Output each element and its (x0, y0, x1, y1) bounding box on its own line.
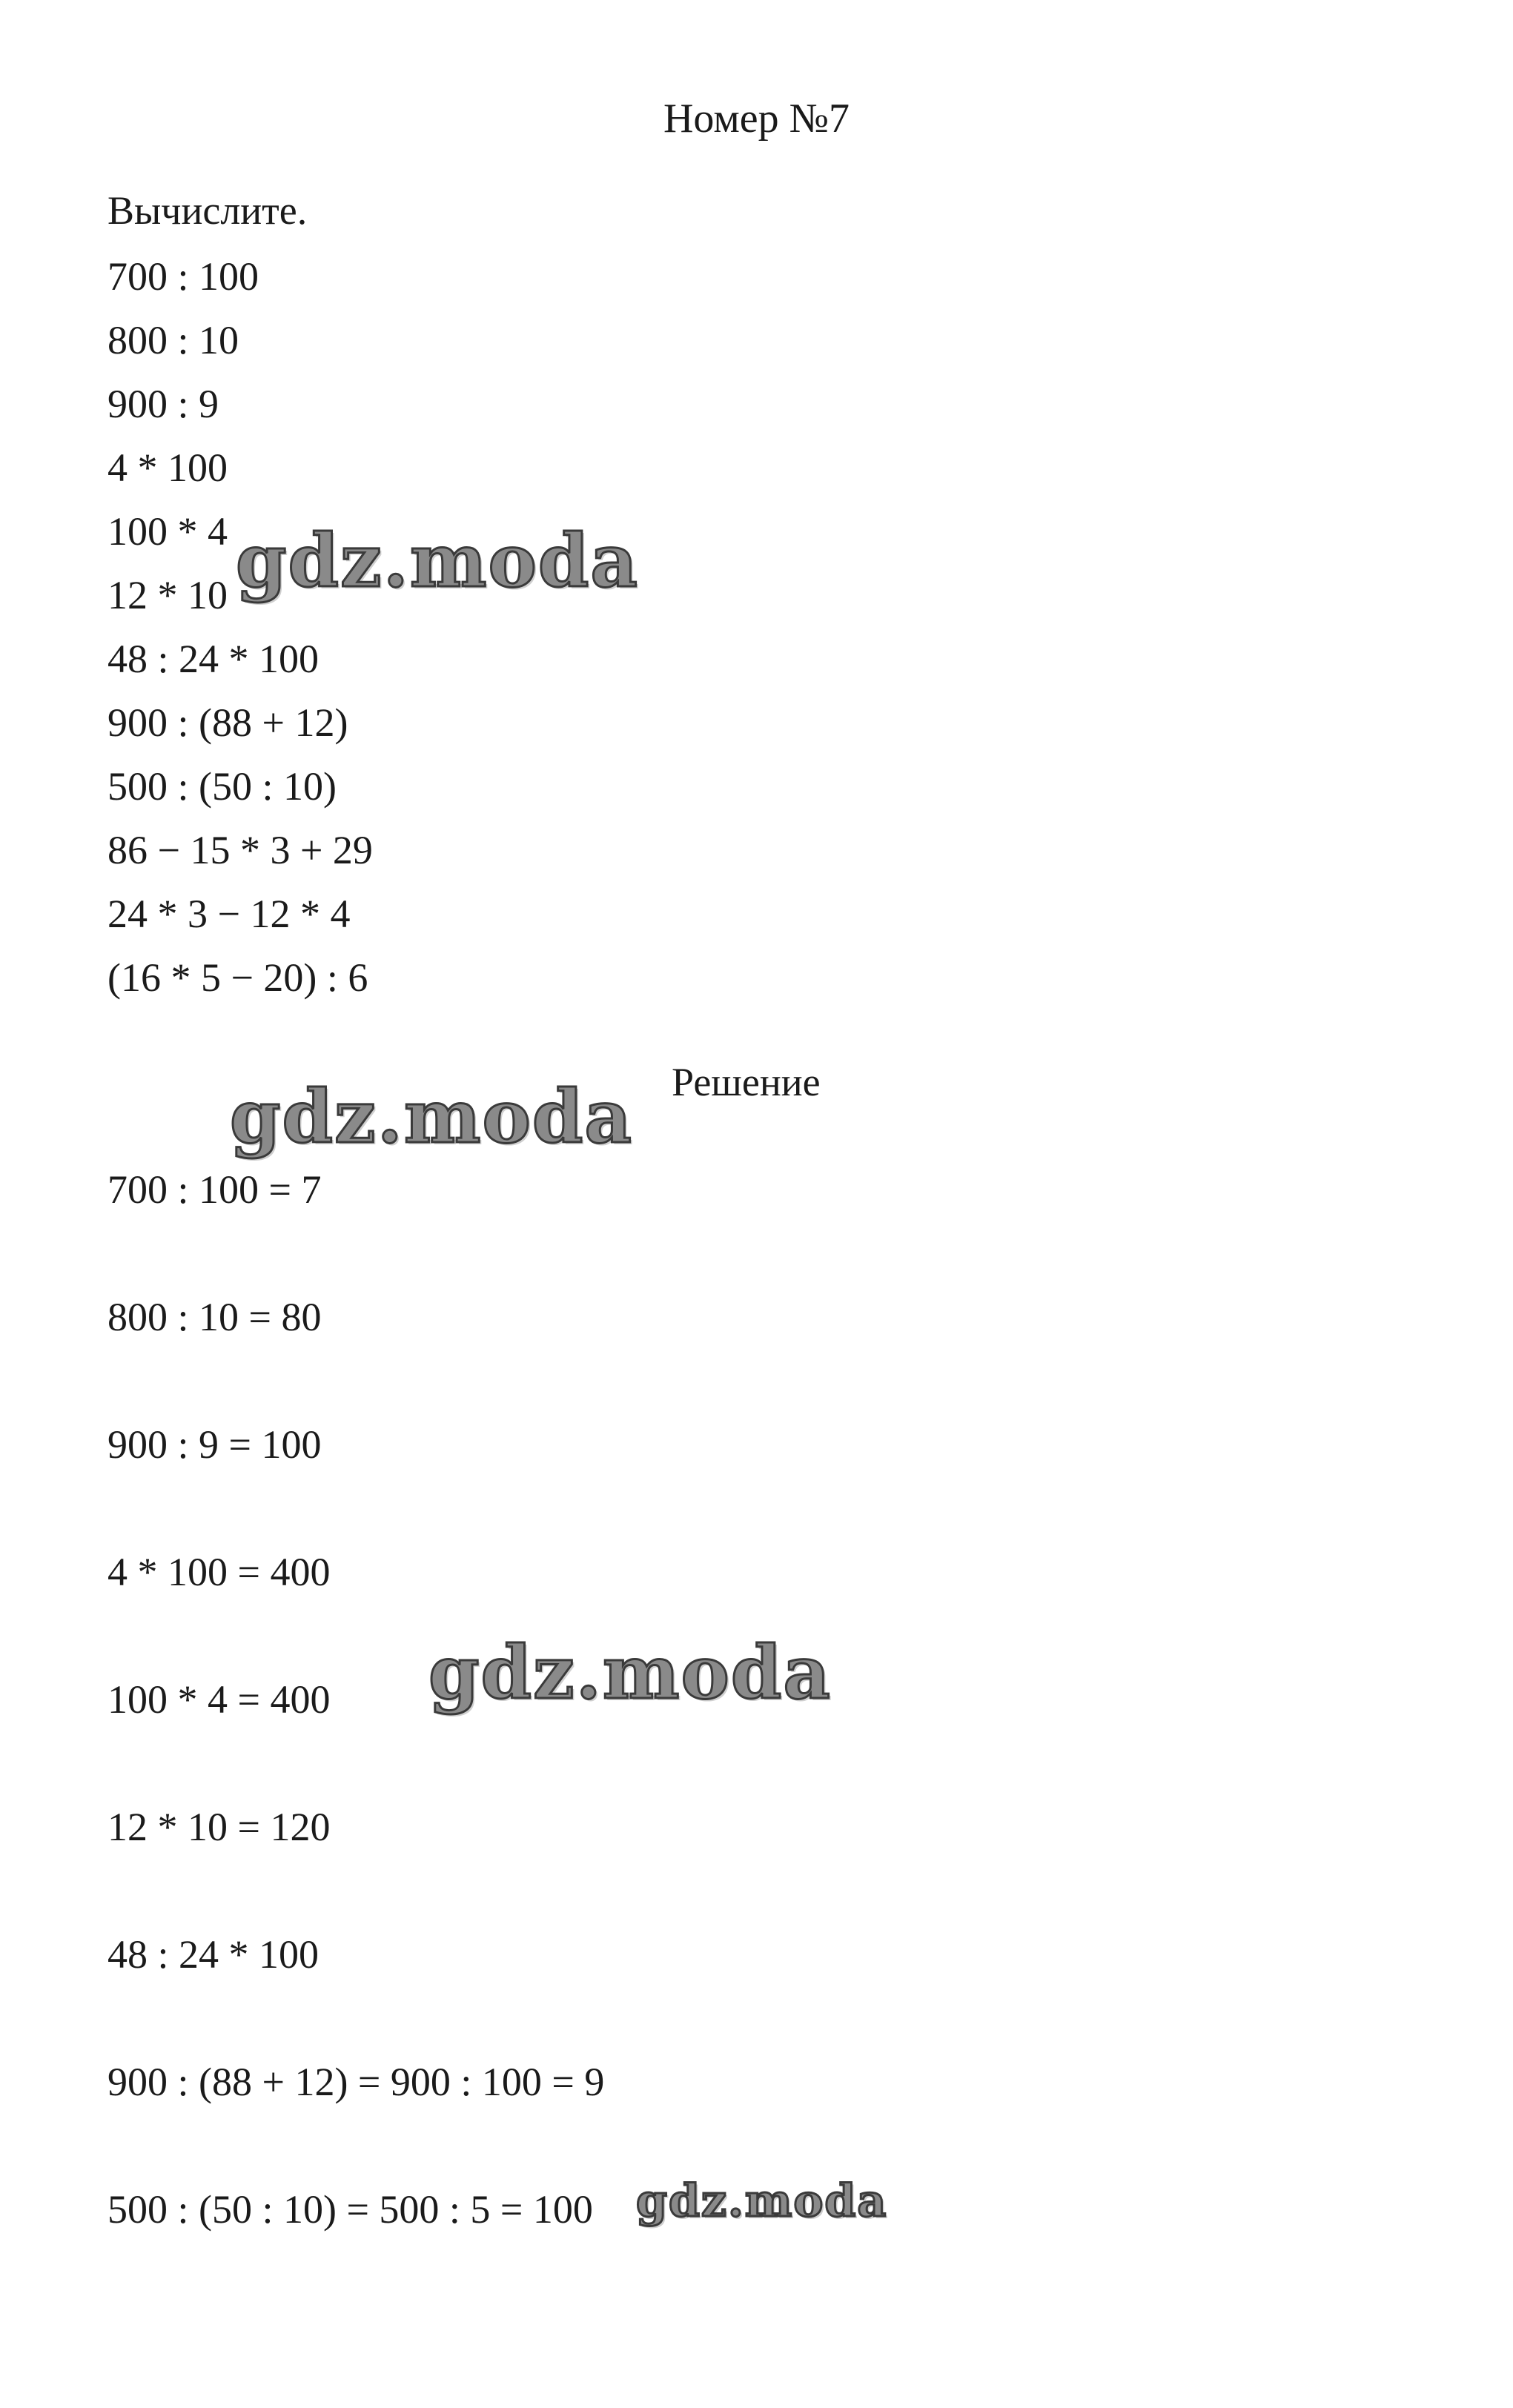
task-expression: 86 − 15 * 3 + 29 (107, 828, 373, 872)
solution-list (107, 1160, 604, 2307)
task-expression: (16 * 5 − 20) : 6 (107, 955, 368, 1000)
solution-line: 500 : (50 : 10) = 500 : 5 = 100 (107, 2187, 593, 2232)
task-expression: 100 * 4 (107, 509, 228, 554)
task-expression: 12 * 10 (107, 573, 228, 617)
task-expression: 24 * 3 − 12 * 4 (107, 892, 351, 936)
task-expression: 800 : 10 (107, 318, 239, 362)
task-expression: 4 * 100 (107, 445, 228, 490)
solution-line: 800 : 10 = 80 (107, 1295, 322, 1339)
watermark-logo: gdz.moda (428, 1631, 832, 1716)
watermark-logo: gdz.moda (636, 2175, 888, 2227)
solution-line: 48 : 24 * 100 (107, 1932, 320, 1977)
task-instruction: Вычислите. (107, 188, 308, 233)
solution-line: 4 * 100 = 400 (107, 1550, 331, 1594)
task-expression: 900 : (88 + 12) (107, 700, 348, 745)
solution-line: 100 * 4 = 400 (107, 1677, 331, 1722)
solution-line: 700 : 100 = 7 (107, 1167, 322, 1212)
task-expression: 48 : 24 * 100 (107, 637, 320, 681)
task-expression: 900 : 9 (107, 382, 219, 426)
solution-line: 900 : (88 + 12) = 900 : 100 = 9 (107, 2060, 605, 2104)
solution-line: 900 : 9 = 100 (107, 1422, 322, 1467)
task-expression-list (107, 245, 373, 1009)
page-title: Номер №7 (663, 96, 850, 142)
watermark-logo: gdz.moda (230, 1075, 633, 1160)
solution-heading: Решение (672, 1060, 821, 1104)
task-expression: 700 : 100 (107, 254, 259, 299)
task-expression: 500 : (50 : 10) (107, 764, 337, 809)
solution-line: 12 * 10 = 120 (107, 1805, 331, 1849)
watermark-logo: gdz.moda (236, 519, 639, 604)
